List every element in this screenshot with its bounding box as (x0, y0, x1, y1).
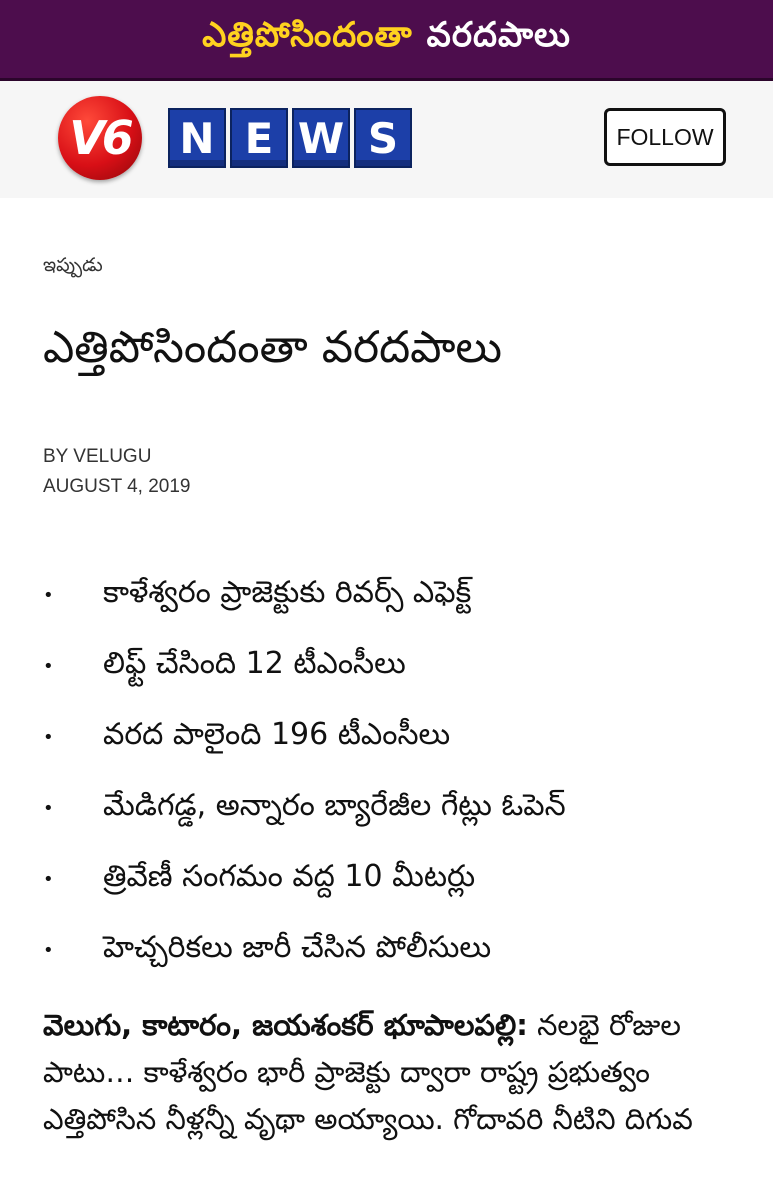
bullet-icon: • (43, 868, 54, 890)
v6-logo-mark: V6 (69, 111, 131, 165)
site-header (0, 81, 773, 198)
news-letter: W (292, 108, 350, 168)
list-item (43, 915, 763, 986)
list-item-text: కాళేశ్వరం ప్రాజెక్టుకు రివర్స్ ఎఫెక్ట్ (103, 574, 472, 610)
v6-logo[interactable] (58, 96, 142, 180)
list-item (43, 844, 763, 915)
bullet-icon: • (43, 726, 54, 748)
list-item-text: మేడిగడ్డ, అన్నారం బ్యారేజీల గేట్లు ఓపెన్ (103, 787, 566, 823)
news-letter: N (168, 108, 226, 168)
news-letter: S (354, 108, 412, 168)
article-author[interactable]: BY VELUGU (43, 446, 152, 467)
follow-button[interactable]: FOLLOW (604, 108, 726, 166)
list-item-text: లిఫ్ట్ చేసింది 12 టీఎంసీలు (103, 645, 406, 681)
bullet-icon: • (43, 655, 54, 677)
article-body (43, 1002, 743, 1143)
article-byline (43, 442, 191, 502)
list-item (43, 702, 763, 773)
bullet-icon: • (43, 939, 54, 961)
news-letter: E (230, 108, 288, 168)
list-item (43, 773, 763, 844)
banner-highlight-text: ఎత్తిపోసిందంతా (202, 15, 413, 55)
list-item-text: త్రివేణీ సంగమం వద్ద 10 మీటర్లు (103, 858, 476, 894)
list-item (43, 560, 763, 631)
list-item (43, 631, 763, 702)
list-item-text: హెచ్చరికలు జారీ చేసిన పోలీసులు (103, 929, 492, 965)
news-wordmark[interactable] (168, 108, 412, 168)
article-body-text: నలభై రోజుల పాటు… కాళేశ్వరం భారీ ప్రాజెక్టు ద్వారా రాష్ట్ర ప్రభుత్వం ఎత్తిపోసిన నీళ్లన్నీ వృథా అయ్యాయి. గోదావరి నీటిని దిగువ (43, 1008, 693, 1136)
article-highlights-list (43, 560, 763, 986)
bullet-icon: • (43, 584, 54, 606)
banner-rest-text: వరదపాలు (426, 15, 571, 55)
bullet-icon: • (43, 797, 54, 819)
article-date: AUGUST 4, 2019 (43, 476, 191, 497)
article-timestamp: ఇప్పుడు (43, 254, 103, 276)
article-title: ఎత్తిపోసిందంతా వరదపాలు (43, 322, 502, 373)
top-banner (0, 0, 773, 81)
list-item-text: వరద పాలైంది 196 టీఎంసీలు (103, 716, 451, 752)
article-dateline: వెలుగు, కాటారం, జయశంకర్ భూపాలపల్లి: (43, 1008, 528, 1042)
